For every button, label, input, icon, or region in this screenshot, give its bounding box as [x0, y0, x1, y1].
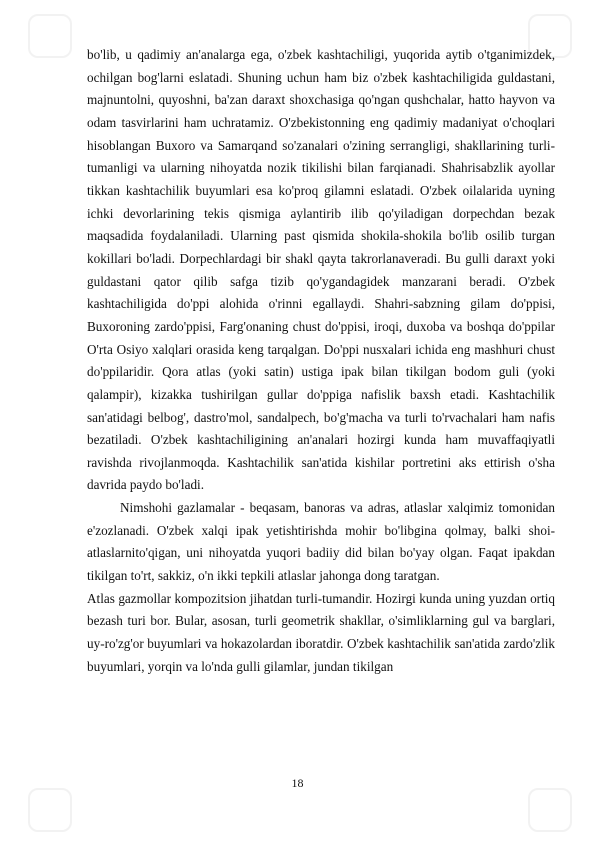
page-number: 18 — [291, 776, 304, 790]
body-text — [87, 44, 555, 678]
watermark-tile — [528, 788, 572, 832]
paragraph-atlas: Atlas gazmollar kompozitsion jihatdan turli-tumandir. Hozirgi kunda uning yuzdan ortiq bezash turi bor. Bular, asosan, turli geometrik shakllar, o'simliklarning gul va barglari, uy-ro'zg'or buyumlari va hokazolardan iboratdir. O'zbek kashtachilik san'atida zardo'zlik buyumlari, yorqin va lo'nda gulli gilamlar, jundan tikilgan — [87, 590, 555, 674]
watermark-tile — [28, 14, 72, 58]
paragraph-continued: bo'lib, u qadimiy an'analarga ega, o'zbek kashtachiligi, yuqorida aytib o'tganimizdek, ochilgan bog'larni eslatadi. Shuning uchun ham biz o'zbek kashtachiligida guldastani, majnuntolni, quyoshni, ba'zan daraxt shoxchasiga qo'ngan qushchalar, hatto hayvon va odam tasvirlarini ham uchratamiz. O'zbekistonning eng qadimiy madaniyat o'choqlari hisoblangan Buxoro va Samarqand so'zanalari o'zining serrangligi, shakllarining turli-tumanligi va ularning nihoyatda nozik tikilishi bilan farqianadi. Shahrisabzlik ayollar tikkan kashtachilik buyumlari esa ko'proq gilamni eslatadi. O'zbek oilalarida uyning ichki devorlarining tekis qismiga aylantirib ilib qo'yiladigan dorpechdan bezak maqsadida foydalaniladi. Ularning past qismida shokila-shokila bo'lib osilib turgan kokillari bo'ladi. Dorpechlardagi bir shakl qayta takrorlanaveradi. Bu gulli daraxt yoki guldastani qator qilib safga tizib qo'ygandagidek manzarani beradi. O'zbek kashtachiligida do'ppi alohida o'rinni egallaydi. Shahri-sabzning gilam do'ppisi, Buxoroning zardo'ppisi, Farg'onaning chust do'ppisi, iroqi, duxoba va boshqa do'ppilar O'rta Osiyo xalqlari orasida keng tarqalgan. Do'ppi nusxalari ichida eng mashhuri chust do'ppilaridir. Qora atlas (yoki satin) ustiga ipak bilan tikilgan bodom guli (yoki qalampir), kizakka tushirilgan gullar do'ppiga nafislik baxsh etadi. Kashtachilik san'atidagi belbog', dastro'mol, sandalpech, bo'g'macha va turli to'rvachalari ham nafis bezatiladi. O'zbek kashtachiligining an'analari hozirgi kunda ham muvaffaqiyatli ravishda rivojlanmoqda. Kashtachilik san'atida kishilar portretini aks ettirish o'sha davrida paydo bo'ladi. — [87, 47, 555, 493]
paragraph-nimshohi: Nimshohi gazlamalar - beqasam, banoras va adras, atlaslar xalqimiz tomonidan e'zozlanadi. O'zbek xalqi ipak yetishtirishda mohir bo'libgina qolmay, balki shoi-atlaslarnito'qigan, uni nihoyatda yuqori badiiy did bilan bo'yay olgan. Faqat ipakdan tikilgan to'rt, sakkiz, o'n ikki tepkili atlaslar jahonga dong taratgan. — [87, 500, 555, 584]
watermark-tile — [28, 788, 72, 832]
